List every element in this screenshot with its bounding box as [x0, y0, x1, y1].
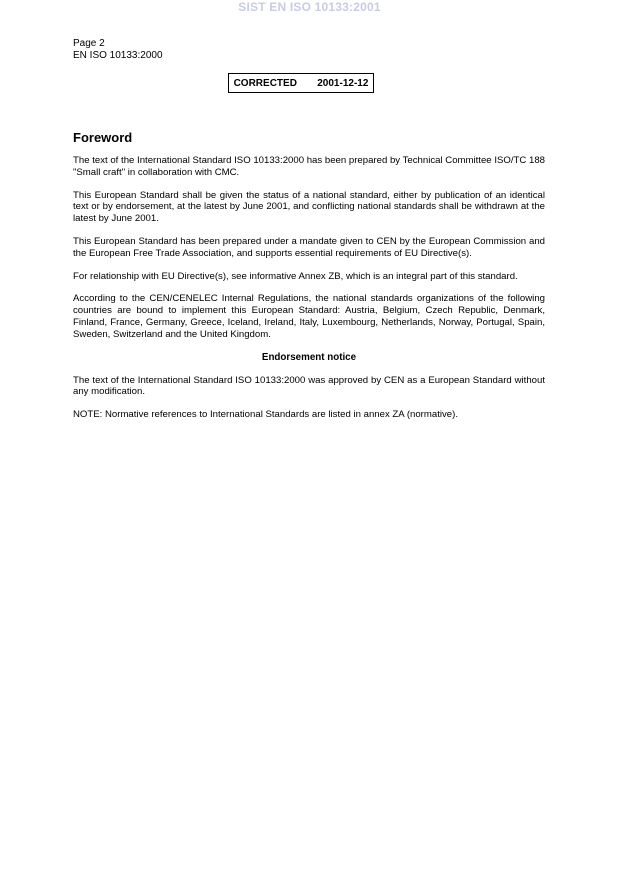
page-header [73, 38, 163, 62]
foreword-heading: Foreword [73, 130, 133, 145]
foreword-paragraph-2: This European Standard shall be given the status of a national standard, either by publication of an identical text or by endorsement, at the latest by June 2001, and conflicting national standards shall be withdrawn at the latest by June 2001. [73, 189, 545, 225]
document-id: EN ISO 10133:2000 [73, 50, 163, 61]
endorsement-text: The text of the International Standard ISO 10133:2000 was approved by CEN as a European Standard without any modification. [73, 374, 545, 398]
document-body [73, 130, 545, 432]
foreword-paragraph-5: According to the CEN/CENELEC Internal Regulations, the national standards organizations of the following countries are bound to implement this European Standard: Austria, Belgium, Czech Republic, Denmark, Finland, France, Germany, Greece, Iceland, Ireland, Italy, Luxembourg, Netherlands, Norway, Portugal, Spain, Sweden, Switzerland and the United Kingdom. [73, 293, 545, 340]
watermark: SIST EN ISO 10133:2001 [238, 0, 381, 14]
normative-note: NOTE: Normative references to International Standards are listed in annex ZA (normative). [73, 409, 458, 421]
corrected-stamp [228, 73, 374, 93]
foreword-paragraph-4: For relationship with EU Directive(s), see informative Annex ZB, which is an integral part of this standard. [73, 270, 518, 282]
corrected-label: CORRECTED 2001-12-12 [233, 77, 369, 89]
endorsement-heading: Endorsement notice [261, 351, 357, 363]
foreword-paragraph-1: The text of the International Standard ISO 10133:2000 has been prepared by Technical Committee ISO/TC 188 "Small craft" in collaboration with CMC. [73, 155, 545, 178]
foreword-paragraph-3: This European Standard has been prepared under a mandate given to CEN by the European Commission and the European Free Trade Association, and supports essential requirements of EU Directive(s). [73, 235, 545, 259]
page-number: Page 2 [73, 38, 105, 49]
